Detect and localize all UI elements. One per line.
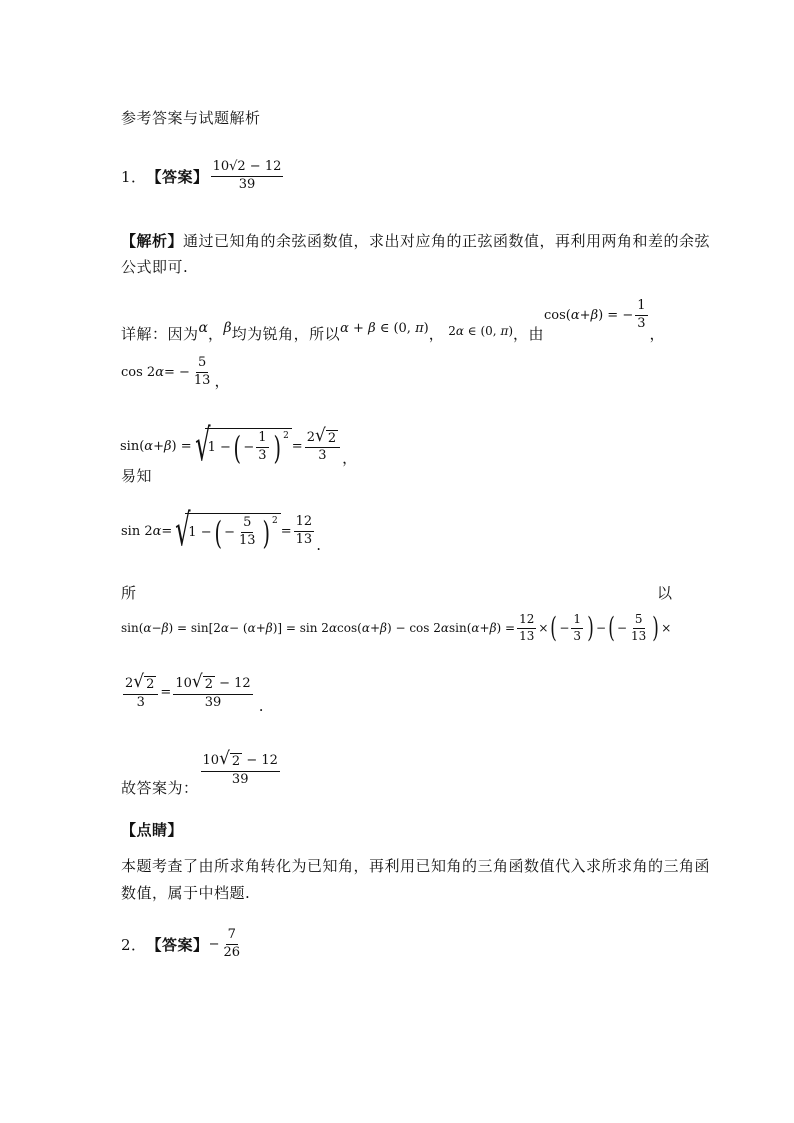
page-title: 参考答案与试题解析: [121, 109, 261, 127]
q1-analysis-text-1: 通过已知角的余弦函数值，求出对应角的正弦函数值，再利用两角和差的余弦: [183, 232, 711, 250]
cos-two-alpha-line: [121, 356, 230, 389]
detail-sep3: ，由: [513, 325, 545, 343]
q1-analysis-label: 【解析】: [121, 232, 184, 250]
cos-alpha-plus-beta: cos( α + β ) = − $\frac{1}{3}$: [544, 298, 646, 332]
sin-two-alpha-line: [121, 505, 321, 557]
cos-two-alpha-comma: ，: [214, 371, 230, 390]
q1-answer-denominator: 39: [238, 176, 256, 192]
q1-answer-label: 【答案】: [146, 167, 209, 186]
comment-label: 【点睛】: [121, 821, 184, 839]
detail-prefix: 详解：因为: [121, 325, 199, 343]
q2-number: 2．: [121, 935, 147, 954]
comment-line-1: 本题考查了由所求角转化为已知角，再利用已知角的三角函数值代入求所求角的三角函: [121, 857, 711, 875]
alpha-symbol: α: [198, 320, 208, 336]
yi-char: 以: [657, 584, 673, 602]
sin-alpha-plus-beta-formula: sin( α + β ) = √ 1 − ( − $\frac{1}{3}$ ) 2 = 2 √ 2 3: [120, 424, 342, 468]
q1-answer-fraction: [211, 160, 284, 193]
detail-sep2: ，: [428, 325, 445, 343]
sin-alpha-plus-beta-line: [120, 420, 358, 486]
result-continuation-line: 2 √ 2 3 = 10 √ 2 − 12 39 .: [125, 671, 264, 716]
suo-char: 所: [121, 584, 137, 602]
final-answer-fraction: 10 √ 2 − 12 39: [202, 748, 278, 788]
detail-end: ，: [649, 325, 666, 343]
q1-answer-numerator: 10√2 − 12: [211, 160, 284, 177]
q2-answer-sign: −: [208, 936, 220, 952]
sin-two-alpha-period: .: [316, 536, 322, 554]
q2-answer-label: 【答案】: [146, 935, 209, 954]
q1-detail-line: [121, 300, 665, 344]
beta-symbol: β: [223, 320, 232, 336]
alpha-plus-beta-range: α + β ∈ (0, π): [340, 321, 429, 336]
q2-answer-line: [121, 928, 244, 961]
two-alpha-range: 2α ∈ (0, π): [448, 324, 514, 338]
q1-number: 1．: [121, 167, 147, 186]
easily-know: 易知: [121, 467, 153, 485]
final-prefix: 故答案为：: [121, 779, 199, 797]
q2-answer-denominator: 26: [223, 944, 241, 960]
comment-line-2: 数值，属于中档题.: [121, 884, 251, 902]
continuation-period: .: [258, 697, 264, 716]
detail-sep1: ，: [207, 325, 224, 343]
final-answer-line: [121, 748, 282, 798]
q1-analysis-line-1: [121, 230, 710, 251]
sin-line-comma: ，: [342, 449, 358, 467]
detail-mid: 均为锐角，所以: [231, 325, 341, 343]
q2-answer-numerator: 7: [226, 928, 238, 945]
sin-alpha-minus-beta-formula: sin( α − β ) = sin[2 α − ( α + β )] = sin 2 α cos( α + β ) − cos 2 α sin( α + β ) = $\frac{12}{13}$ × ( − $\frac{1}{3}$ ) − ( − $\frac{5}{13}$ ) ×: [121, 611, 672, 645]
sin-two-alpha-formula: sin 2 α = √ 1 − ( − $\frac{5}{13}$ ) 2 = $\frac{12}{13}$: [121, 505, 313, 556]
q2-answer-fraction: [221, 928, 242, 961]
cos-two-alpha: cos 2 α = − $\frac{5}{13}$: [121, 355, 211, 388]
q1-answer-line: [121, 160, 285, 193]
q1-analysis-line-2: 公式即可.: [121, 258, 189, 276]
